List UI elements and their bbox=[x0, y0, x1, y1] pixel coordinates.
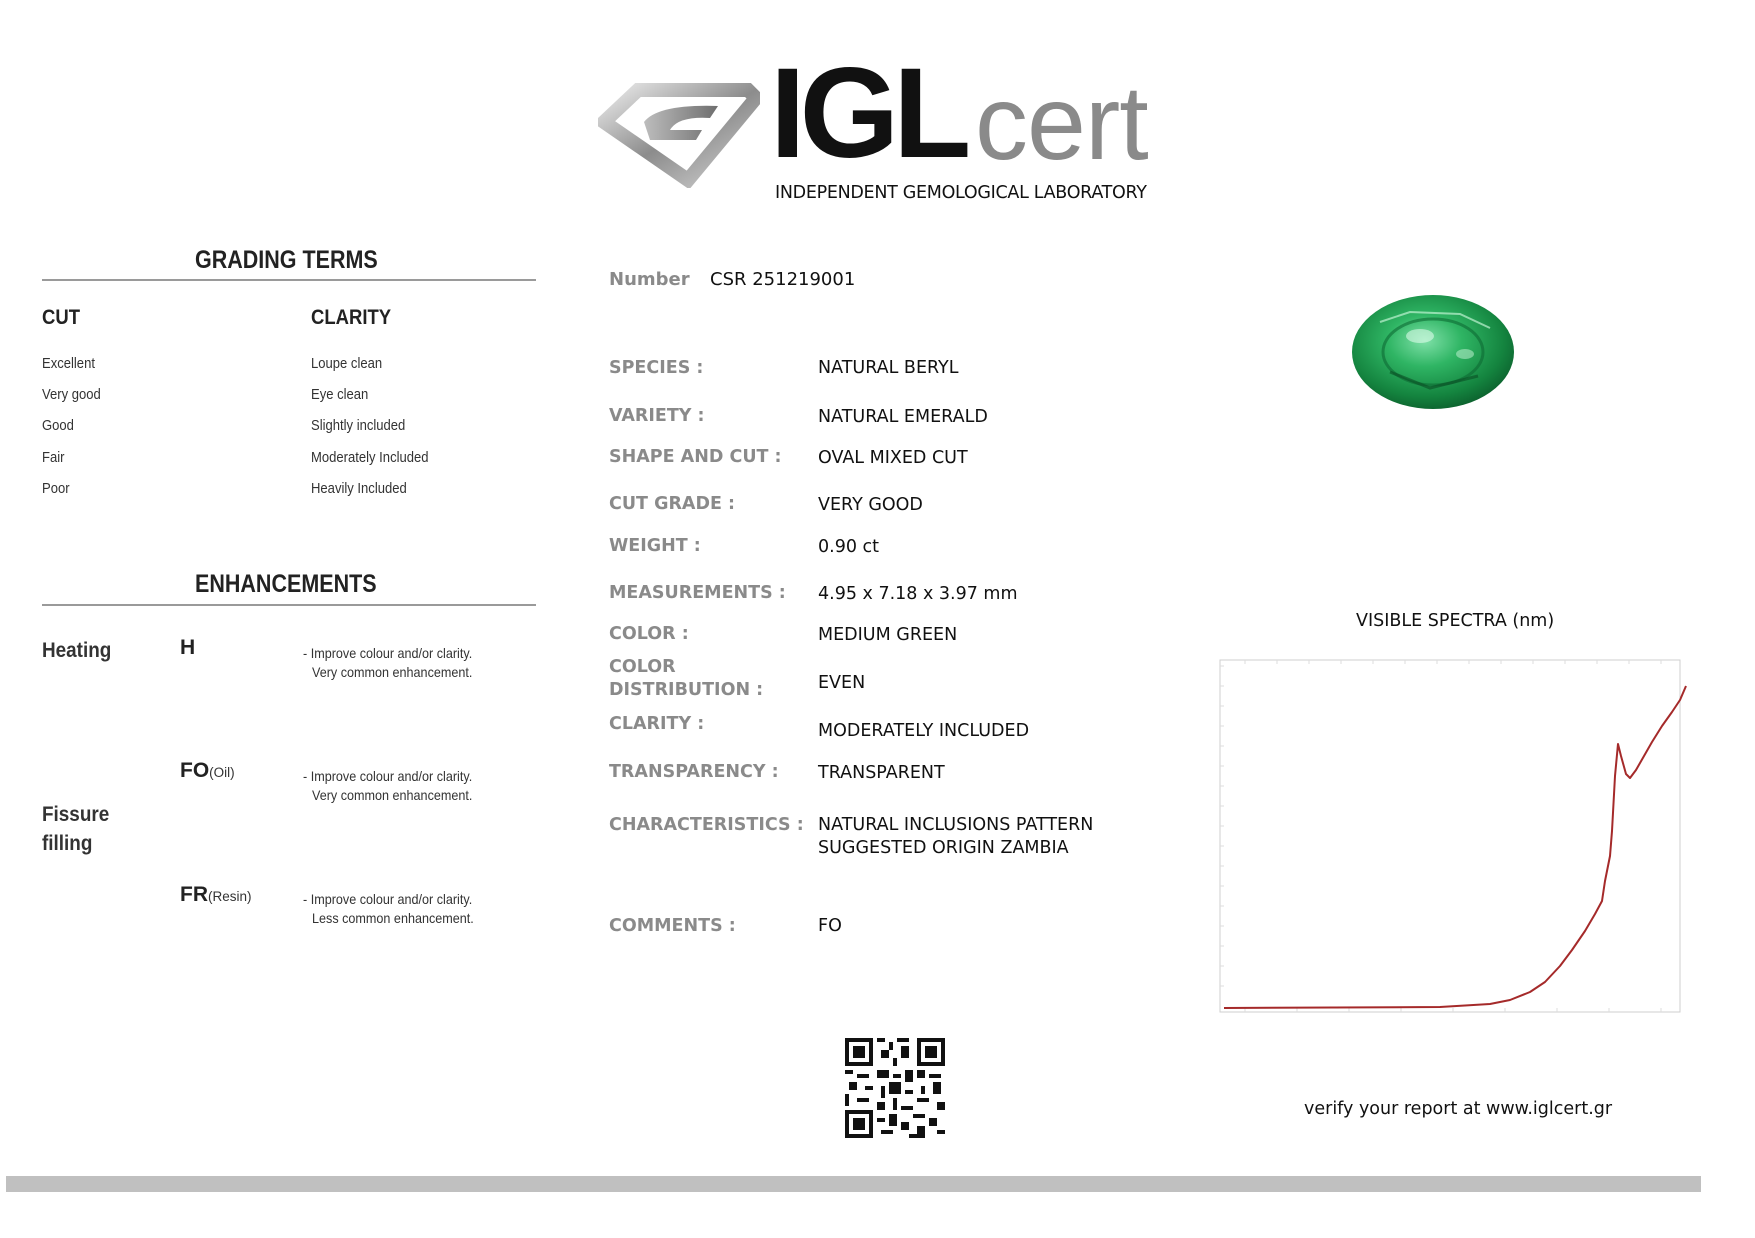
divider bbox=[42, 604, 536, 606]
cut-term: Poor bbox=[42, 481, 70, 497]
color-value: MEDIUM GREEN bbox=[818, 625, 958, 645]
measurements-label: MEASUREMENTS : bbox=[609, 583, 786, 603]
clarity-term: Heavily Included bbox=[311, 481, 407, 497]
footer-bar bbox=[6, 1176, 1701, 1192]
weight-value: 0.90 ct bbox=[818, 537, 880, 557]
fissure-resin-description: - Improve colour and/or clarity. Less common enhancement. bbox=[303, 891, 474, 926]
logo-wordmark-igl: IGL bbox=[770, 42, 966, 185]
clarity-heading: CLARITY bbox=[311, 306, 392, 329]
heating-code: H bbox=[180, 636, 196, 659]
clarity-term: Eye clean bbox=[311, 387, 369, 403]
comments-value: FO bbox=[818, 916, 842, 936]
qr-code[interactable] bbox=[845, 1038, 945, 1138]
color-distribution-label: COLOR DISTRIBUTION : bbox=[609, 657, 764, 700]
comments-label: COMMENTS : bbox=[609, 916, 736, 936]
heating-description: - Improve colour and/or clarity. Very common enhancement. bbox=[303, 645, 473, 680]
clarity-label: CLARITY : bbox=[609, 714, 705, 734]
cut-term: Good bbox=[42, 418, 74, 434]
measurements-value: 4.95 x 7.18 x 3.97 mm bbox=[818, 584, 1018, 604]
cut-term: Excellent bbox=[42, 356, 95, 372]
clarity-term: Slightly included bbox=[311, 418, 406, 434]
clarity-value: MODERATELY INCLUDED bbox=[818, 721, 1030, 741]
shape-cut-label: SHAPE AND CUT : bbox=[609, 447, 782, 467]
cut-term: Fair bbox=[42, 450, 65, 466]
spectra-title: VISIBLE SPECTRA (nm) bbox=[1356, 611, 1555, 631]
enhancements-title: ENHANCEMENTS bbox=[195, 570, 377, 598]
weight-label: WEIGHT : bbox=[609, 536, 701, 556]
fissure-oil-description: - Improve colour and/or clarity. Very common enhancement. bbox=[303, 768, 473, 803]
report-number-label: Number bbox=[609, 269, 690, 290]
diamond-outline-icon bbox=[598, 78, 760, 188]
logo-wordmark-cert: cert bbox=[975, 64, 1148, 182]
cut-grade-label: CUT GRADE : bbox=[609, 494, 736, 514]
characteristics-label: CHARACTERISTICS : bbox=[609, 815, 804, 835]
heating-label: Heating bbox=[42, 639, 112, 662]
transparency-label: TRANSPARENCY : bbox=[609, 762, 779, 782]
grading-terms-title: GRADING TERMS bbox=[195, 246, 378, 274]
color-label: COLOR : bbox=[609, 624, 689, 644]
species-value: NATURAL BERYL bbox=[818, 358, 959, 378]
verify-report-text: verify your report at www.iglcert.gr bbox=[1304, 1099, 1613, 1119]
visible-spectra-chart bbox=[1200, 656, 1690, 1028]
fissure-filling-label: Fissure filling bbox=[42, 803, 110, 855]
transparency-value: TRANSPARENT bbox=[818, 763, 945, 783]
divider bbox=[42, 279, 536, 281]
report-number-value: CSR 251219001 bbox=[710, 269, 856, 290]
fissure-resin-code: FR(Resin) bbox=[180, 883, 252, 906]
clarity-term: Loupe clean bbox=[311, 356, 383, 372]
shape-cut-value: OVAL MIXED CUT bbox=[818, 448, 968, 468]
emerald-photo bbox=[1350, 292, 1516, 412]
cut-heading: CUT bbox=[42, 306, 80, 329]
fissure-oil-code: FO(Oil) bbox=[180, 759, 235, 782]
lab-name: INDEPENDENT GEMOLOGICAL LABORATORY bbox=[775, 183, 1147, 203]
cut-grade-value: VERY GOOD bbox=[818, 495, 923, 515]
cut-term: Very good bbox=[42, 387, 101, 403]
color-distribution-value: EVEN bbox=[818, 673, 866, 693]
species-label: SPECIES : bbox=[609, 358, 704, 378]
characteristics-value: NATURAL INCLUSIONS PATTERN SUGGESTED ORIGIN ZAMBIA bbox=[818, 815, 1094, 858]
variety-label: VARIETY : bbox=[609, 406, 705, 426]
variety-value: NATURAL EMERALD bbox=[818, 407, 988, 427]
clarity-term: Moderately Included bbox=[311, 450, 429, 466]
